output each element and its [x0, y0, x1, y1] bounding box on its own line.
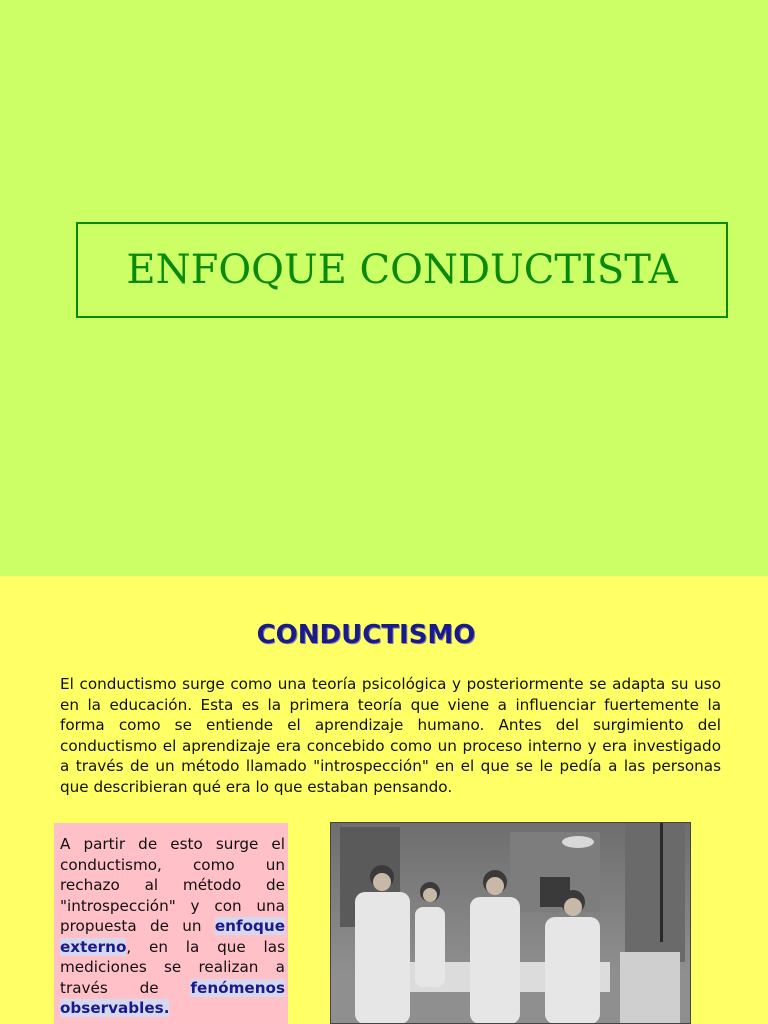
box-text-part2: , en la que las mediciones se realizan a través de	[60, 937, 285, 997]
highlight-box-text	[60, 834, 285, 1019]
highlight-box	[54, 823, 288, 1024]
title-box	[76, 222, 728, 318]
historical-lab-photo	[330, 822, 691, 1024]
highlight-enfoque-externo: enfoque externo	[60, 917, 285, 956]
content-slide	[0, 576, 768, 1024]
intro-paragraph: El conductismo surge como una teoría psicológica y posteriormente se adapta su uso en la educación. Esta es la primera teoría que viene a influenciar fuertemente la forma como se entiende el aprendizaje humano. Antes del surgimiento del conductismo el aprendizaje era concebido como un proceso interno y era investigado a través de un método llamado "introspección" en el que se le pedía a las personas que describieran qué era lo que estaban pensando.	[60, 675, 721, 796]
box-text-part1: A partir de esto surge el conductismo, como un rechazo al método de "introspección" y con una propuesta de un	[60, 835, 285, 935]
highlight-fenomenos-observables: fenómenos observables.	[60, 978, 285, 1017]
photo-illustration	[330, 822, 691, 1024]
section-heading: CONDUCTISMO	[256, 620, 476, 650]
slide-title: ENFOQUE CONDUCTISTA	[126, 247, 678, 293]
